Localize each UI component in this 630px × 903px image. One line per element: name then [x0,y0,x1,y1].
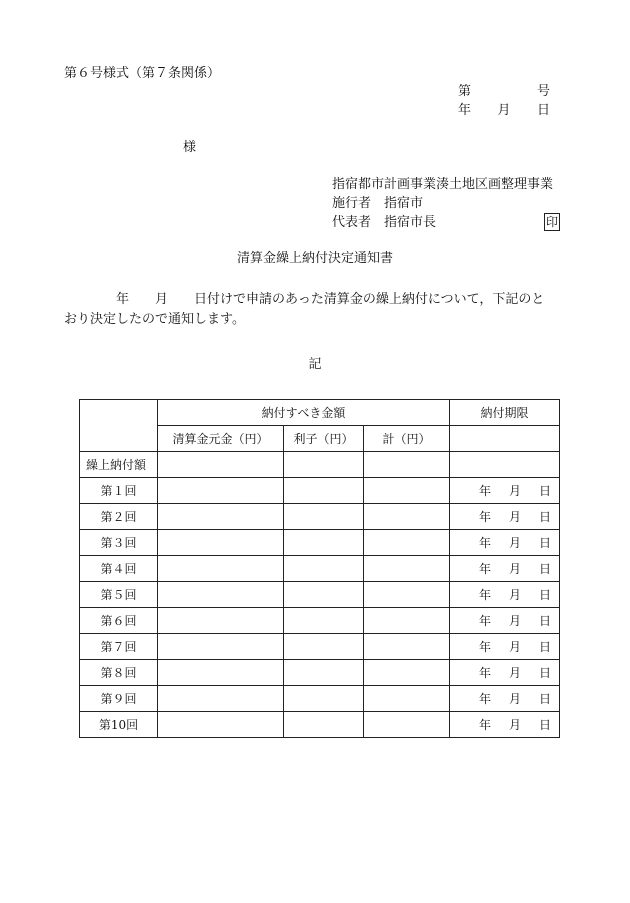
cell-period[interactable] [450,660,560,686]
table-header-row [80,400,560,426]
row-label: 第10回 [80,712,158,738]
row-label: 第９回 [80,686,158,712]
cell-period[interactable] [450,478,560,504]
period-day: 日 [539,718,552,732]
cell-principal[interactable] [158,504,284,530]
row-label: 第２回 [80,504,158,530]
period-year: 年 [478,666,491,680]
cell-period[interactable] [450,530,560,556]
cell-total[interactable] [364,712,450,738]
table-row [80,556,560,582]
body-text-line1: 日付けで申請のあった清算金の繰上納付について，下記のと [194,292,545,307]
row-label: 第７回 [80,634,158,660]
table-row [80,686,560,712]
table-row [80,608,560,634]
document-number-line [458,85,550,98]
period-year: 年 [478,510,491,524]
cell-period[interactable] [450,608,560,634]
cell-interest[interactable] [284,478,364,504]
cell-total[interactable] [364,634,450,660]
number-suffix: 号 [536,84,550,99]
cell-interest[interactable] [284,582,364,608]
period-year: 年 [478,692,491,706]
cell-principal[interactable] [158,556,284,582]
cell-total[interactable] [364,686,450,712]
table-row [80,478,560,504]
period-month: 月 [508,614,521,628]
header-blank-cell [80,400,158,452]
cell-interest[interactable] [284,660,364,686]
row-label: 第３回 [80,530,158,556]
cell-principal[interactable] [158,608,284,634]
cell-total[interactable] [364,556,450,582]
ki-heading: 記 [308,357,322,372]
table-row [80,530,560,556]
cell-principal[interactable] [158,686,284,712]
cell-principal[interactable] [158,478,284,504]
cell-total[interactable] [364,608,450,634]
table-row [80,504,560,530]
row-label: 第１回 [80,478,158,504]
period-year: 年 [478,484,491,498]
issuer-representative: 代表者 指宿市長 [332,215,437,230]
body-text-line2: おり決定したので通知します。 [64,312,245,327]
body-month: 月 [155,292,169,307]
row-label: 第５回 [80,582,158,608]
body-year: 年 [116,292,130,307]
payment-schedule-table [79,399,560,738]
cell-interest[interactable] [284,504,364,530]
cell-total[interactable] [364,452,450,478]
cell-interest[interactable] [284,634,364,660]
cell-principal[interactable] [158,712,284,738]
date-year: 年 [458,103,472,118]
table-row-total [80,452,560,478]
period-day: 日 [539,562,552,576]
installment-rows [80,478,560,738]
body-paragraph [64,290,564,330]
document-date-line [458,104,550,117]
period-month: 月 [508,562,521,576]
cell-principal[interactable] [158,582,284,608]
period-year: 年 [478,614,491,628]
col-interest: 利子（円） [284,426,364,452]
issuer-operator: 施行者 指宿市 [332,196,424,211]
row-label: 第８回 [80,660,158,686]
date-day: 日 [536,103,550,118]
table-row [80,660,560,686]
period-month: 月 [508,510,521,524]
cell-principal[interactable] [158,530,284,556]
issuer-project: 指宿都市計画事業湊土地区画整理事業 [332,177,554,192]
cell-interest[interactable] [284,686,364,712]
document-title: 清算金繰上納付決定通知書 [236,251,393,266]
period-day: 日 [539,692,552,706]
cell-principal[interactable] [158,634,284,660]
cell-period[interactable] [450,686,560,712]
form-number: 第６号様式（第７条関係） [64,66,221,81]
period-month: 月 [508,692,521,706]
table-row [80,582,560,608]
table-row [80,634,560,660]
period-month: 月 [508,640,521,654]
addressee-suffix: 様 [183,140,197,155]
cell-interest[interactable] [284,452,364,478]
cell-period[interactable] [450,504,560,530]
cell-interest[interactable] [284,712,364,738]
cell-period[interactable] [450,452,560,478]
row-label: 第６回 [80,608,158,634]
cell-principal[interactable] [158,660,284,686]
period-day: 日 [539,510,552,524]
period-year: 年 [478,536,491,550]
period-day: 日 [539,640,552,654]
number-prefix: 第 [458,84,472,99]
cell-period[interactable] [450,582,560,608]
cell-period[interactable] [450,556,560,582]
seal-mark: 印 [546,215,559,229]
col-total: 計（円） [364,426,450,452]
period-month: 月 [508,718,521,732]
period-month: 月 [508,666,521,680]
period-month: 月 [508,484,521,498]
table-row [80,712,560,738]
row-label: 第４回 [80,556,158,582]
cell-total[interactable] [364,660,450,686]
period-year: 年 [478,562,491,576]
cell-total[interactable] [364,478,450,504]
period-year: 年 [478,640,491,654]
period-year: 年 [478,588,491,602]
period-month: 月 [508,588,521,602]
row-label: 繰上納付額 [80,452,158,478]
cell-principal[interactable] [158,452,284,478]
cell-total[interactable] [364,530,450,556]
period-month: 月 [508,536,521,550]
period-day: 日 [539,666,552,680]
header-period: 納付期限 [450,400,560,426]
period-day: 日 [539,588,552,602]
cell-interest[interactable] [284,530,364,556]
period-day: 日 [539,484,552,498]
cell-interest[interactable] [284,556,364,582]
period-day: 日 [539,614,552,628]
cell-period[interactable] [450,634,560,660]
cell-interest[interactable] [284,608,364,634]
col-principal: 清算金元金（円） [158,426,284,452]
cell-total[interactable] [364,582,450,608]
period-year: 年 [478,718,491,732]
period-blank-cell [450,426,560,452]
cell-total[interactable] [364,504,450,530]
period-day: 日 [539,536,552,550]
date-month: 月 [497,103,511,118]
header-amount: 納付すべき金額 [158,400,450,426]
cell-period[interactable] [450,712,560,738]
